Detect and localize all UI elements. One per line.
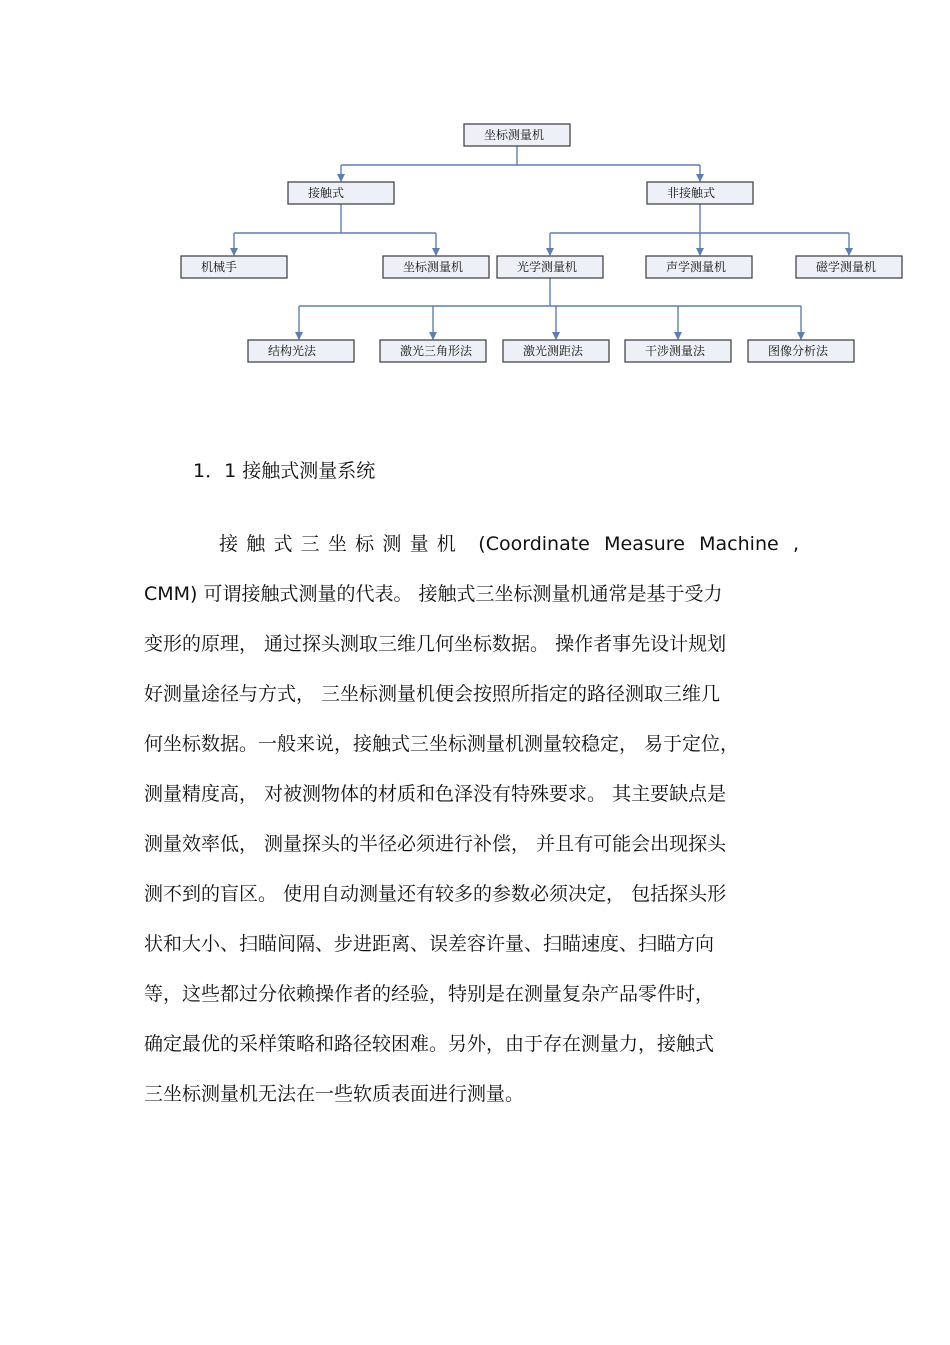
node-label: 机械手	[201, 260, 238, 274]
node-label: 接触式	[308, 186, 345, 200]
diagram-connectors	[234, 146, 849, 339]
diagram-node-cmm	[383, 256, 489, 278]
paragraph-line: 等，这些都过分依赖操作者的经验，特别是在测量复杂产品零件时，	[144, 983, 715, 1005]
node-label: 图像分析法	[768, 344, 829, 358]
diagram-nodes	[181, 124, 902, 362]
paragraph-line: 确定最优的采样策略和路径较困难。另外，由于存在测量力，接触式	[144, 1033, 715, 1055]
node-label: 结构光法	[268, 344, 317, 358]
diagram-node-laser-triangulation	[380, 340, 486, 362]
paragraph-line: 接触式三坐标测量机 (Coordinate Measure Machine ,	[219, 533, 799, 555]
paragraph-line: 状和大小、扫瞄间隔、步进距离、误差容许量、扫瞄速度、扫瞄方向	[144, 933, 715, 955]
paragraph-line: 测量精度高， 对被测物体的材质和色泽没有特殊要求。 其主要缺点是	[144, 783, 727, 805]
node-label: 坐标测量机	[403, 260, 464, 274]
node-label: 磁学测量机	[816, 260, 877, 274]
paragraph-line: 测量效率低， 测量探头的半径必须进行补偿， 并且有可能会出现探头	[144, 833, 727, 855]
node-label: 光学测量机	[517, 260, 578, 274]
paragraph-line: 测不到的盲区。 使用自动测量还有较多的参数必须决定， 包括探头形	[144, 883, 727, 905]
diagram-node-optical	[497, 256, 603, 278]
node-label: 激光测距法	[523, 344, 584, 358]
diagram-node-laser-ranging	[503, 340, 609, 362]
classification-diagram	[0, 0, 950, 400]
diagram-node-robot-arm	[181, 256, 287, 278]
paragraph-line: 好测量途径与方式， 三坐标测量机便会按照所指定的路径测取三维几	[144, 683, 721, 705]
paragraph-line: 三坐标测量机无法在一些软质表面进行测量。	[144, 1083, 525, 1105]
paragraph-line: 变形的原理， 通过探头测取三维几何坐标数据。 操作者事先设计规划	[144, 633, 727, 655]
paragraph-line: CMM) 可谓接触式测量的代表。 接触式三坐标测量机通常是基于受力	[144, 583, 723, 605]
paragraph-line: 何坐标数据。一般来说，接触式三坐标测量机测量较稳定， 易于定位，	[144, 733, 740, 755]
node-label: 干涉测量法	[645, 344, 706, 358]
node-label: 坐标测量机	[484, 128, 545, 142]
diagram-node-magnetic	[796, 256, 902, 278]
diagram-node-image-analysis	[748, 340, 854, 362]
diagram-node-structured-light	[248, 340, 354, 362]
diagram-node-contact	[288, 182, 394, 204]
diagram-node-acoustic	[646, 256, 752, 278]
diagram-node-interference	[625, 340, 731, 362]
node-label: 激光三角形法	[400, 344, 473, 358]
diagram-node-noncontact	[647, 182, 753, 204]
section-title: 1．1 接触式测量系统	[193, 460, 376, 482]
node-label: 非接触式	[667, 186, 716, 200]
diagram-node-root	[464, 124, 570, 146]
node-label: 声学测量机	[666, 260, 727, 274]
